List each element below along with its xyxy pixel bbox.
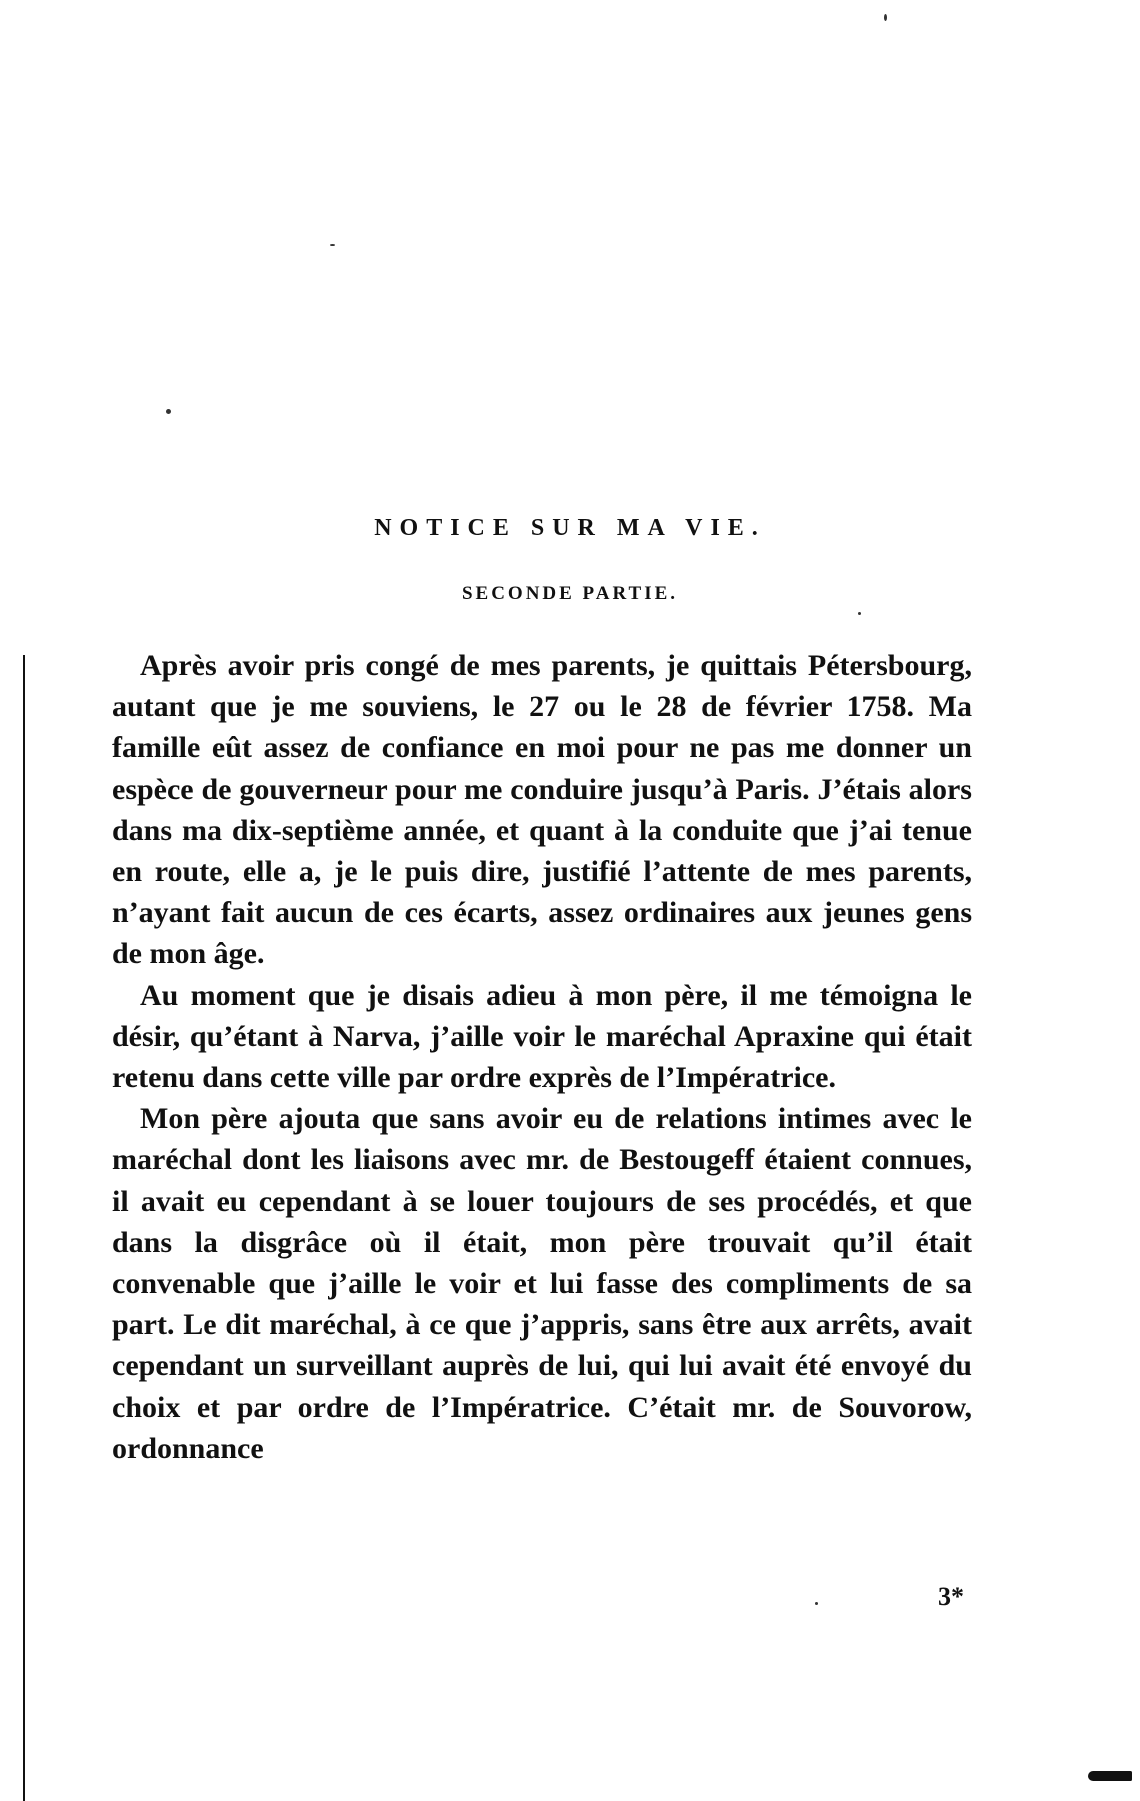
page-number: 3*	[938, 1582, 964, 1611]
page-edge-line	[23, 655, 25, 1801]
paragraph: Au moment que je disais adieu à mon père, il me témoigna le désir, qu’étant à Narva, j’aille voir le maréchal Apraxine qui était retenu dans cette ville par ordre exprès de l’Impératrice.	[112, 978, 972, 1095]
scan-speck	[166, 409, 171, 414]
scan-speck	[858, 612, 861, 615]
scan-speck	[815, 1602, 818, 1605]
chapter-title: NOTICE SUR MA VIE.	[374, 515, 766, 541]
chapter-subtitle: SECONDE PARTIE.	[461, 583, 679, 604]
body-text	[112, 645, 972, 1469]
paragraph: Mon père ajouta que sans avoir eu de relations intimes avec le maréchal dont les liaisons avec mr. de Bestougeff étaient connues, il avait eu cependant à se louer toujours de ses procédés, et que dans la disgrâce où il était, mon père trouvait qu’il était convenable que j’aille le voir et lui fasse des compliments de sa part. Le dit maréchal, à ce que j’appris, sans être aux arrêts, avait cependant un surveillant auprès de lui, qui lui avait été envoyé du choix et par ordre de l’Impératrice. C’était mr. de Souvorow, ordonnance	[112, 1102, 972, 1465]
scan-mark	[1088, 1771, 1132, 1781]
paragraph: Après avoir pris congé de mes parents, je quittais Pétersbourg, autant que je me souviens, le 27 ou le 28 de février 1758. Ma famille eût assez de confiance en moi pour ne pas me donner un espèce de gouverneur pour me conduire jusqu’à Paris. J’étais alors dans ma dix-septième année, et quant à la conduite que j’ai tenue en route, elle a, je le puis dire, justifié l’attente de mes parents, n’ayant fait aucun de ces écarts, assez ordinaires aux jeunes gens de mon âge.	[112, 649, 972, 971]
scan-speck	[884, 14, 887, 21]
scan-speck	[330, 244, 335, 246]
